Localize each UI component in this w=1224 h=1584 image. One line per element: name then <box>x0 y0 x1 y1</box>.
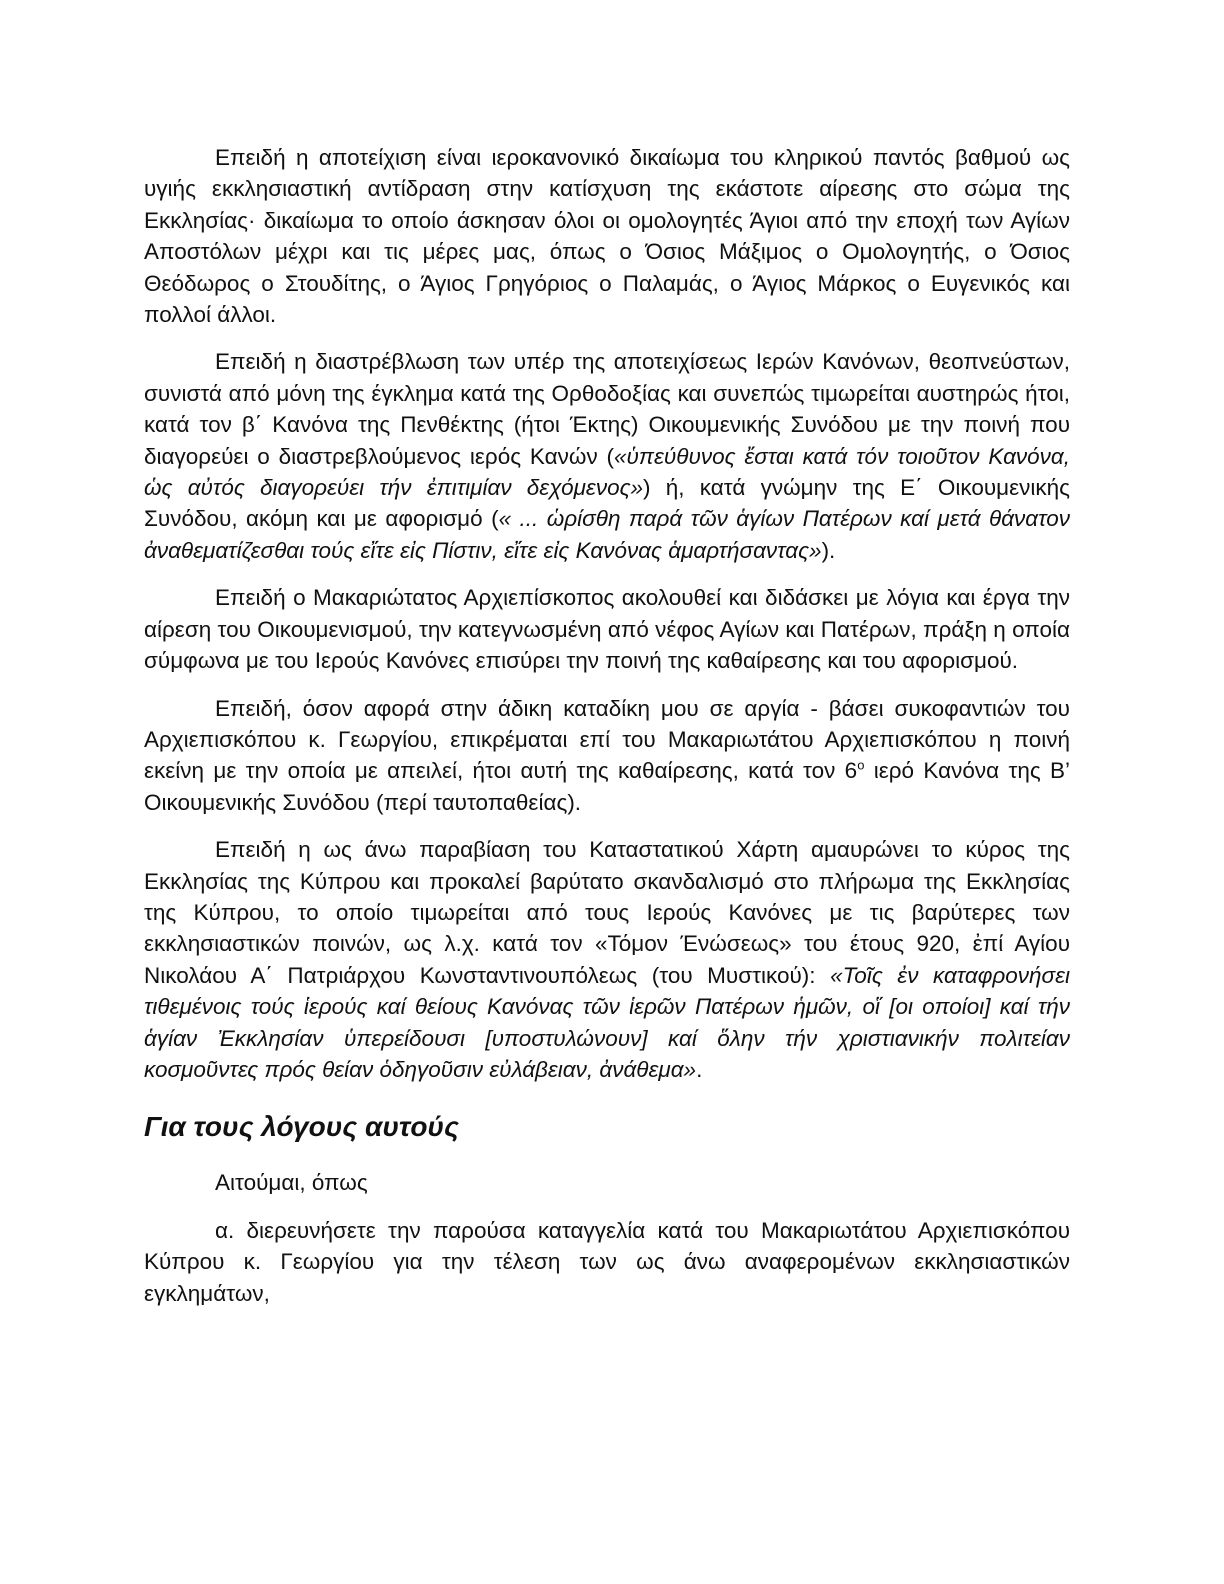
request-intro <box>144 1167 1070 1198</box>
paragraph-2-quote-2: « ... ὡρίσθη παρά τῶν ἁγίων Πατέρων καί μετά θάνατον ἀναθεματίζεσθαι τούς εἴτε εἰς Πίστιν, εἴτε εἰς Κανόνας ἁμαρτήσαντας» <box>144 506 1070 563</box>
paragraph-1 <box>144 142 1070 330</box>
ordinal-superscript: ο <box>857 757 865 773</box>
paragraph-4 <box>144 693 1070 819</box>
paragraph-4-text-b: ιερό Κανόνα της Β’ Οικουμενικής Συνόδου (περί ταυτοπαθείας). <box>144 758 1070 815</box>
paragraph-5-quote: «Τοῖς ἐν καταφρονήσει τιθεμένοις τούς ἱερούς καί θείους Κανόνας τῶν ἱερῶν Πατέρων ἡμῶν, οἵ [οι οποίοι] καί τήν ἁγίαν Ἐκκλησίαν ὑπερείδουσι [υποστυλώνουν] καί ὅλην τήν χριστιανικήν πολιτείαν κοσμοῦντες πρός θείαν ὁδηγοῦσιν εὐλάβειαν, ἀνάθεμα» <box>144 962 1070 1082</box>
paragraph-2-text-c: ). <box>821 537 836 563</box>
request-intro-text: Αιτούμαι, όπως <box>215 1170 368 1196</box>
request-item-a-text: α. διερευνήσετε την παρούσα καταγγελία κατά του Μακαριωτάτου Αρχιεπισκόπου Κύπρου κ. Γεωργίου για την τέλεση των ως άνω αναφερομένων εκκλησιαστικών εγκλημάτων, <box>144 1217 1070 1306</box>
paragraph-1-text: Επειδή η αποτείχιση είναι ιεροκανονικό δικαίωμα του κληρικού παντός βαθμού ως υγιής εκκλησιαστική αντίδραση στην κατίσχυση της εκάστοτε αίρεσης στο σώμα της Εκκλησίας· δικαίωμα το οποίο άσκησαν όλοι οι ομολογητές Άγιοι από την εποχή των Αγίων Αποστόλων μέχρι και τις μέρες μας, όπως ο Όσιος Μάξιμος ο Ομολογητής, ο Όσιος Θεόδωρος ο Στουδίτης, ο Άγιος Γρηγόριος ο Παλαμάς, ο Άγιος Μάρκος ο Ευγενικός και πολλοί άλλοι. <box>144 145 1070 328</box>
paragraph-4-text-a: Επειδή, όσον αφορά στην άδικη καταδίκη μου σε αργία - βάσει συκοφαντιών του Αρχιεπισκόπου κ. Γεωργίου, επικρέμαται επί του Μακαριωτάτου Αρχιεπισκόπου η ποινή εκείνη με την οποία με απειλεί, ήτοι αυτή της καθαίρεσης, κατά τον 6 <box>144 695 1070 784</box>
paragraph-5 <box>144 834 1070 1085</box>
paragraph-2-text-b: ) ή, κατά γνώμην της Ε΄ Οικουμενικής Συνόδου, ακόμη και με αφορισμό ( <box>144 475 1070 532</box>
document-page <box>144 142 1070 1309</box>
paragraph-3 <box>144 582 1070 676</box>
paragraph-5-text-b: . <box>696 1056 703 1082</box>
paragraph-3-text: Επειδή ο Μακαριώτατος Αρχιεπίσκοπος ακολουθεί και διδάσκει με λόγια και έργα την αίρεση του Οικουμενισμού, την κατεγνωσμένη από νέφος Αγίων και Πατέρων, πράξη η οποία σύμφωνα με του Ιερούς Κανόνες επισύρει την ποινή της καθαίρεσης και του αφορισμού. <box>144 585 1070 674</box>
request-item-a <box>144 1215 1070 1309</box>
section-heading: Για τους λόγους αυτούς <box>144 1111 459 1143</box>
paragraph-2-quote-1: «ὑπεύθυνος ἔσται κατά τόν τοιοῦτον Κανόνα, ὡς αὐτός διαγορεύει τήν ἐπιτιμίαν δεχόμενος» <box>144 443 1070 501</box>
paragraph-5-text-a: Επειδή η ως άνω παραβίαση του Καταστατικού Χάρτη αμαυρώνει το κύρος της Εκκλησίας της Κύπρου και προκαλεί βαρύτατο σκανδαλισμό στο πλήρωμα της Εκκλησίας της Κύπρου, το οποίο τιμωρείται από τους Ιερούς Κανόνες με τις βαρύτερες των εκκλησιαστικών ποινών, ως λ.χ. κατά τον «Τόμον Ένώσεως» του έτους 920, ἐπί Αγίου Νικολάου Α΄ Πατριάρχου Κωνσταντινουπόλεως (του Μυστικού): <box>144 837 1070 988</box>
paragraph-2-text-a: Επειδή η διαστρέβλωση των υπέρ της αποτειχίσεως Ιερών Κανόνων, θεοπνεύστων, συνιστά από μόνη της έγκλημα κατά της Ορθοδοξίας και συνεπώς τιμωρείται αυστηρώς ήτοι, κατά τον β΄ Κανόνα της Πενθέκτης (ήτοι Έκτης) Οικουμενικής Συνόδου με την ποινή που διαγορεύει ο διαστρεβλούμενος ιερός Κανών ( <box>144 349 1070 469</box>
paragraph-2 <box>144 346 1070 566</box>
